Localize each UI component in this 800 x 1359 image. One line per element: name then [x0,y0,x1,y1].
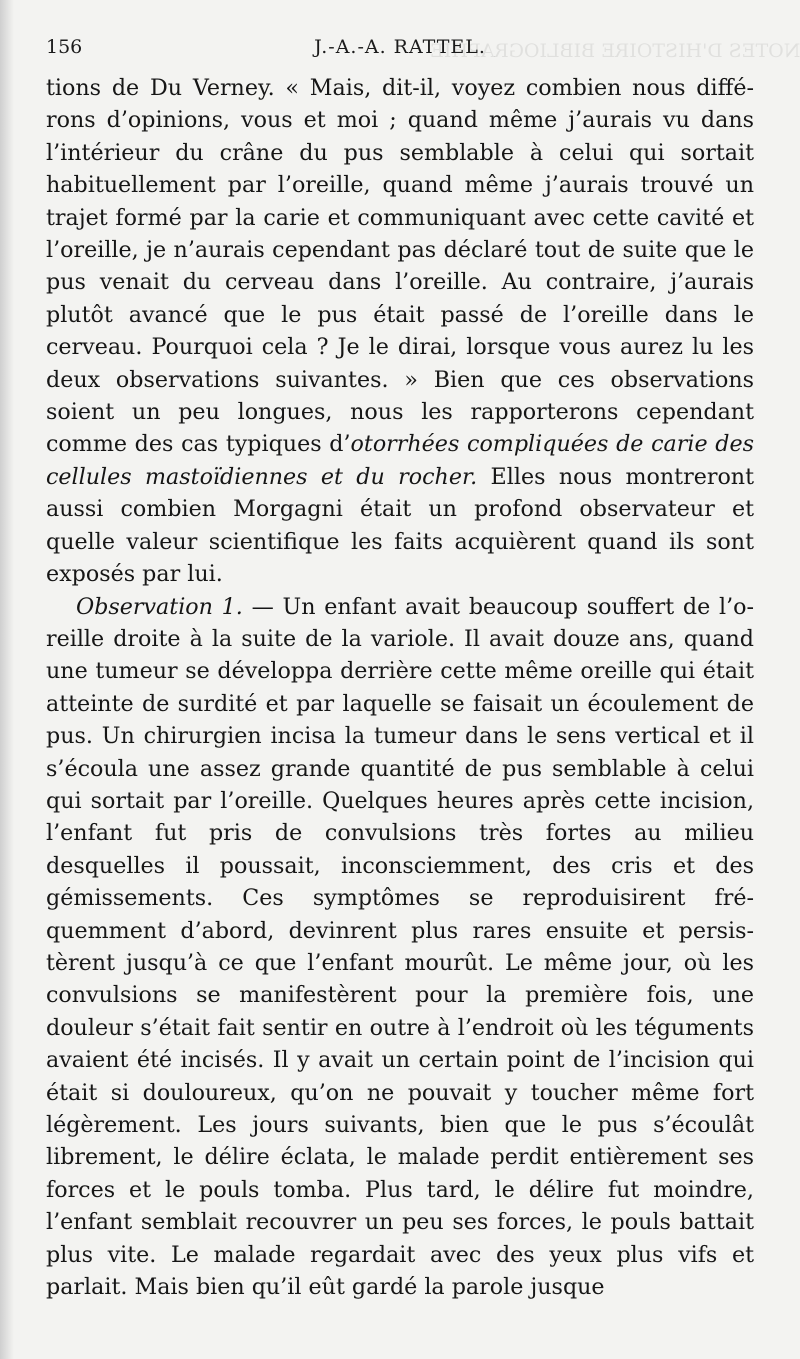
text-run: Elles nous montreront aussi combien Morgagni était un profond observateur et quelle valeur scientifique les faits acquièrent quand ils sont exposés par lui. [46,463,755,588]
page-number: 156 [46,36,83,58]
page-header [46,36,754,66]
text-run: — Un enfant avait beaucoup souffert de l’oreille droite à la suite de la variole. Il avait douze ans, quand une tumeur se développa derrière cette même oreille qui était atteinte de surdité et par laquelle se faisait un écoulement de pus. Un chirurgien incisa la tumeur dans le sens vertical et il s’écoula une assez grande quantité de pus semblable à celui qui sortait par l’oreille. Quelques heures après cette incision, l’enfant fut pris de convulsions très fortes au milieu desquelles il poussait, inconsciemment, des cris et des gémissements. Ces symptômes se reproduisirent fréquemment d’abord, devinrent plus rares ensuite et persistèrent jusqu’à ce que l’enfant mourût. Le même jour, où les convulsions se manifestèrent pour la première fois, une douleur s’était fait sentir en outre à l’endroit où les téguments avaient été incisés. Il y avait un certain point de l’incision qui était si douloureux, qu’on ne pouvait y toucher même fort légèrement. Les jours suivants, bien que le pus s’écoulât librement, le délire éclata, le malade perdit entièrement ses forces et le pouls tomba. Plus tard, le délire fut moindre, l’enfant semblait recouvrer un peu ses forces, le pouls battait plus vite. Le malade regardait avec des yeux plus vifs et parlait. Mais bien qu’il eût gardé la parole jusque [46,593,754,1301]
italic-text: Observation 1. [76,593,243,620]
running-head: J.-A.-A. RATTEL. [314,36,486,58]
show-through-text: NOTES D'HISTOIRE BIBLIOGRAPHIE [430,40,800,62]
paragraph-1 [46,72,754,591]
paragraph-observation-1 [46,591,754,1304]
italic-text: otorrhées compliquées de carie des cellules mastoïdiennes et du rocher. [46,431,754,490]
body-text [46,72,754,1303]
text-run: tions de Du Verney. « Mais, dit-il, voyez combien nous différons d’opinions, vous et moi ; quand même j’aurais vu dans l’intérieur du crâne du pus semblable à celui qui sortait habituellement par l’oreille, quand même j’aurais trouvé un trajet formé par la carie et communiquant avec cette cavité et l’oreille, je n’aurais cependant pas déclaré tout de suite que le pus venait du cerveau dans l’oreille. Au contraire, j’aurais plutôt avancé que le pus était passé de l’oreille dans le cerveau. Pourquoi cela ? Je le dirai, lorsque vous aurez lu les deux observations suivantes. » Bien que ces observations soient un peu longues, nous les rapporterons cependant comme des cas typiques d’ [46,75,754,458]
